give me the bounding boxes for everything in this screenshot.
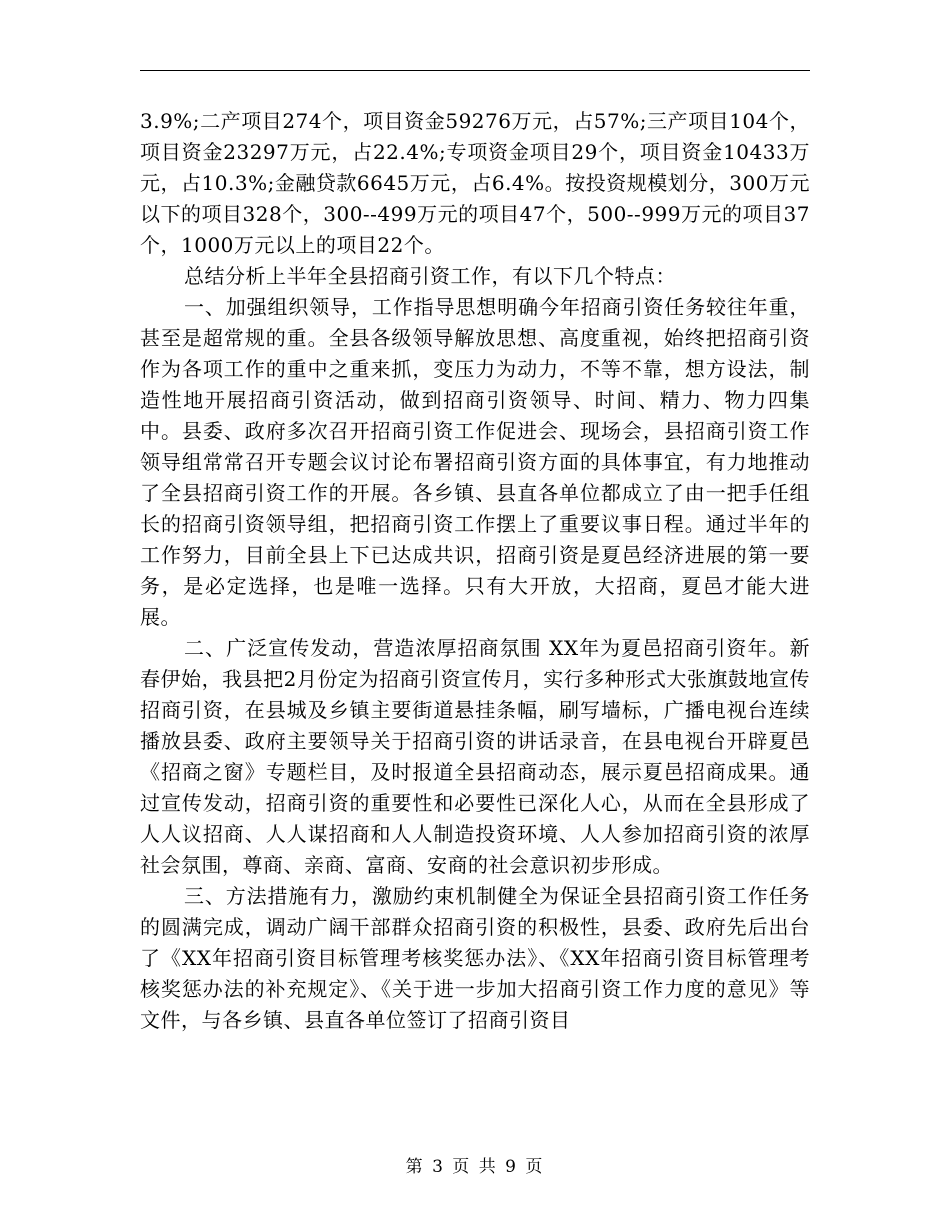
paragraph: 总结分析上半年全县招商引资工作，有以下几个特点： xyxy=(184,264,676,288)
paragraph: 一、加强组织领导，工作指导思想明确今年招商引资任务较往年重，甚至是超常规的重。全县各级领导解放思想、高度重视，始终把招商引资作为各项工作的重中之重来抓，变压力为动力，不等不靠，想方设法，制造性地开展招商引资活动，做到招商引资领导、时间、精力、物力四集中。县委、政府多次召开招商引资工作促进会、现场会，县招商引资工作领导组常常召开专题会议讨论布署招商引资方面的具体事宜，有力地推动了全县招商引资工作的开展。各乡镇、县直各单位都成立了由一把手任组长的招商引资领导组，把招商引资工作摆上了重要议事日程。通过半年的工作努力，目前全县上下已达成共识，招商引资是夏邑经济进展的第一要务，是必定选择，也是唯一选择。只有大开放，大招商，夏邑才能大进展。 xyxy=(140,295,810,629)
document-body xyxy=(140,106,810,1036)
paragraph: 3.9%;二产项目274个，项目资金59276万元，占57%;三产项目104个，项目资金23297万元，占22.4%;专项资金项目29个，项目资金10433万元，占10.3%;金融贷款6645万元，占6.4%。按投资规模划分，300万元以下的项目328个，300--499万元的项目47个，500--999万元的项目37个，1000万元以上的项目22个。 xyxy=(140,109,810,257)
page-number-footer: 第 3 页 共 9 页 xyxy=(405,1157,545,1177)
header-rule xyxy=(140,70,810,71)
paragraph: 三、方法措施有力，激励约束机制健全为保证全县招商引资工作任务的圆满完成，调动广阔干部群众招商引资的积极性，县委、政府先后出台了《XX年招商引资目标管理考核奖惩办法》、《XX年招商引资目标管理考核奖惩办法的补充规定》、《关于进一步加大招商引资工作力度的意见》等文件，与各乡镇、县直各单位签订了招商引资目 xyxy=(140,884,810,1032)
paragraph: 二、广泛宣传发动，营造浓厚招商氛围 XX年为夏邑招商引资年。新春伊始，我县把2月份定为招商引资宣传月，实行多种形式大张旗鼓地宣传招商引资，在县城及乡镇主要街道悬挂条幅，刷写墙标，广播电视台连续播放县委、政府主要领导关于招商引资的讲话录音，在县电视台开辟夏邑《招商之窗》专题栏目，及时报道全县招商动态，展示夏邑招商成果。通过宣传发动，招商引资的重要性和必要性已深化人心，从而在全县形成了人人议招商、人人谋招商和人人制造投资环境、人人参加招商引资的浓厚社会氛围，尊商、亲商、富商、安商的社会意识初步形成。 xyxy=(140,636,810,877)
